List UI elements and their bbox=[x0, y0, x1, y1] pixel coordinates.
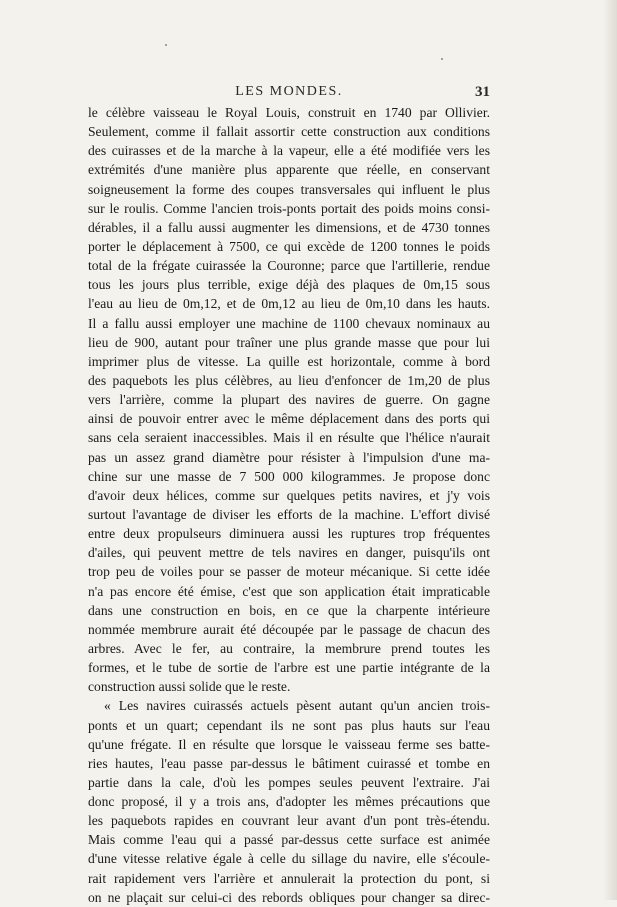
text-line: ries hautes, l'eau passe par-dessus le bâtiment cuirassé et tombe en bbox=[88, 755, 490, 771]
running-title: LES MONDES. bbox=[235, 84, 343, 99]
paper-speck bbox=[441, 58, 443, 60]
text-line: rait rapidement vers l'arrière et annulerait la protection du pont, si bbox=[88, 870, 490, 886]
text-line: dans une construction en bois, en ce que la charpente intérieure bbox=[88, 602, 490, 618]
text-line: Mais comme l'eau qui a passé par-dessus cette surface est animée bbox=[88, 832, 490, 848]
text-line: l'eau au lieu de 0m,12, et de 0m,12 au lieu de 0m,10 dans les hauts. bbox=[88, 296, 490, 312]
text-line: formes, et le tube de sortie de l'arbre est une partie intégrante de la bbox=[88, 660, 490, 676]
text-line: qu'une frégate. Il en résulte que lorsque le vaisseau ferme ses batte- bbox=[88, 736, 490, 752]
text-line: extrémités d'une manière plus apparente que réelle, en conservant bbox=[88, 162, 490, 178]
text-line: surtout l'avantage de diviser les efforts de la machine. L'effort divisé bbox=[88, 506, 490, 522]
text-line: d'une vitesse relative égale à celle du sillage du navire, elle s'écoule- bbox=[88, 851, 490, 867]
text-line: porter le déplacement à 7500, ce qui excède de 1200 tonnes le poids bbox=[88, 238, 490, 254]
text-line: soigneusement la forme des coupes transversales qui influent le plus bbox=[88, 181, 490, 197]
text-line: sans cela seraient inaccessibles. Mais il en résulte que l'hélice n'aurait bbox=[88, 430, 490, 446]
text-line: les paquebots rapides en couvrant leur avant d'un pont très-étendu. bbox=[88, 813, 490, 829]
text-line: pas un assez grand diamètre pour résister à l'impulsion d'une ma- bbox=[88, 449, 490, 465]
text-line: dérables, il a fallu aussi augmenter les dimensions, et de 4730 tonnes bbox=[88, 219, 490, 235]
text-line: nommée membrure aurait été découpée par le passage de chacun des bbox=[88, 621, 490, 637]
text-line: total de la frégate cuirassée la Couronne; parce que l'artillerie, rendue bbox=[88, 258, 490, 274]
text-line: chine sur une masse de 7 500 000 kilogrammes. Je propose donc bbox=[88, 468, 490, 484]
text-line: tous les jours plus terrible, exige déjà des plaques de 0m,15 sous bbox=[88, 277, 490, 293]
text-line-paragraph-start: « Les navires cuirassés actuels pèsent autant qu'un ancien trois- bbox=[104, 698, 490, 714]
text-line: sur le roulis. Comme l'ancien trois-ponts portait des poids moins consi- bbox=[88, 200, 490, 216]
text-line: ainsi de pouvoir entrer avec le même déplacement dans des ports qui bbox=[88, 411, 490, 427]
text-line: on ne plaçait sur celui-ci des rebords obliques pour changer sa direc- bbox=[88, 889, 490, 905]
page-number: 31 bbox=[475, 84, 490, 100]
page-edge-shadow bbox=[603, 0, 617, 900]
paper-speck bbox=[165, 44, 167, 46]
text-line: imprimer plus de vitesse. La quille est horizontale, comme à bord bbox=[88, 353, 490, 369]
text-line: partie dans la cale, d'où les pompes seules peuvent l'extraire. J'ai bbox=[88, 774, 490, 790]
page-header bbox=[88, 84, 490, 104]
body-text bbox=[88, 103, 490, 907]
text-line: entre deux propulseurs diminuera aussi les ruptures trop fréquentes bbox=[88, 526, 490, 542]
text-line: n'a pas encore été émise, c'est que son application était impraticable bbox=[88, 583, 490, 599]
text-line: ponts et un quart; cependant ils ne sont pas plus hauts sur l'eau bbox=[88, 717, 490, 733]
text-line: d'ailes, qui peuvent mettre de tels navires en danger, puisqu'ils ont bbox=[88, 545, 490, 561]
text-line: Seulement, comme il fallait assortir cette construction aux conditions bbox=[88, 124, 490, 140]
text-line: le célèbre vaisseau le Royal Louis, construit en 1740 par Ollivier. bbox=[88, 105, 490, 120]
text-line: vers l'arrière, comme la plupart des navires de guerre. On gagne bbox=[88, 392, 490, 408]
text-line: des paquebots les plus célèbres, au lieu d'enfoncer de 1m,20 de plus bbox=[88, 372, 490, 388]
text-line: arbres. Avec le fer, au contraire, la membrure prend toutes les bbox=[88, 640, 490, 656]
text-line: des cuirasses et de la marche à la vapeur, elle a été modifiée vers les bbox=[88, 143, 490, 159]
text-line: donc proposé, il y a trois ans, d'adopter les mêmes précautions que bbox=[88, 794, 490, 810]
text-line: Il a fallu aussi employer une machine de 1100 chevaux nominaux au bbox=[88, 315, 490, 331]
text-line: d'avoir deux hélices, comme sur quelques petits navires, et j'y vois bbox=[88, 487, 490, 503]
text-line-paragraph-end: construction aussi solide que le reste. bbox=[88, 679, 291, 695]
text-line: lieu de 900, autant pour traîner une plus grande masse que pour lui bbox=[88, 334, 490, 350]
text-line: trop peu de voiles pour se passer de moteur mécanique. Si cette idée bbox=[88, 564, 490, 580]
